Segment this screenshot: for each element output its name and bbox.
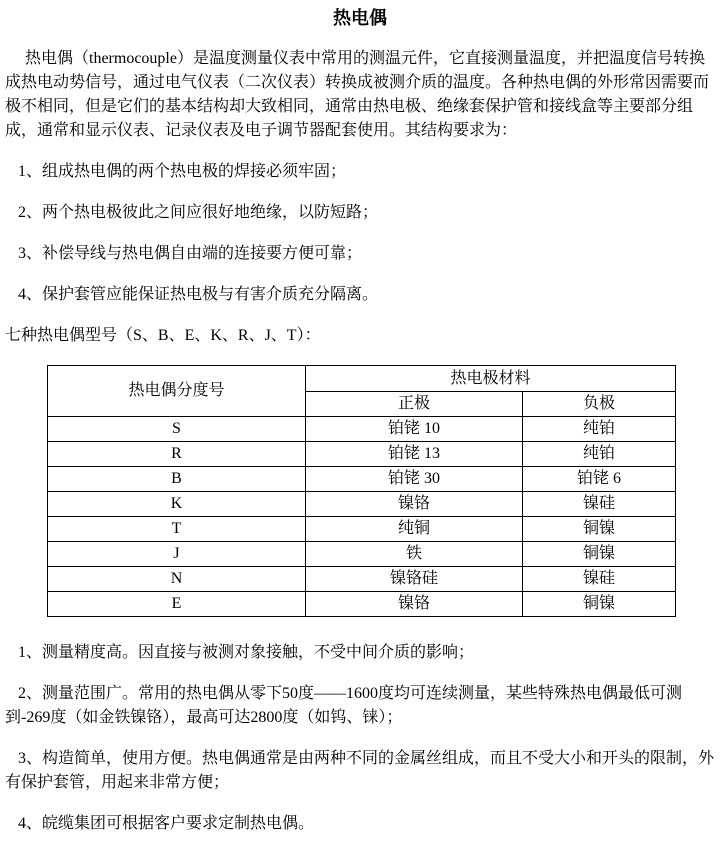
cell-positive: 纯铜 bbox=[306, 517, 523, 542]
table-row bbox=[48, 492, 676, 517]
cell-negative: 铜镍 bbox=[523, 542, 676, 567]
table-body bbox=[48, 417, 676, 617]
cell-positive: 铁 bbox=[306, 542, 523, 567]
cell-positive: 镍铬 bbox=[306, 492, 523, 517]
feature-item: 4、皖缆集团可根据客户要求定制热电偶。 bbox=[18, 815, 315, 832]
header-cell-negative: 负极 bbox=[523, 392, 676, 417]
cell-negative: 纯铂 bbox=[523, 442, 676, 467]
requirement-item: 2、两个热电极彼此之间应很好地绝缘，以防短路； bbox=[18, 204, 379, 221]
cell-type: R bbox=[48, 442, 306, 467]
feature-item: 3、构造简单，使用方便。热电偶通常是由两种不同的金属丝组成，而且不受大小和开头的限制，外有保护套管，用起来非常方便； bbox=[5, 750, 715, 791]
cell-negative: 纯铂 bbox=[523, 417, 676, 442]
cell-negative: 铜镍 bbox=[523, 517, 676, 542]
requirements-list bbox=[5, 160, 715, 307]
cell-positive: 铂铑 30 bbox=[306, 467, 523, 492]
cell-negative: 镍硅 bbox=[523, 492, 676, 517]
cell-type: E bbox=[48, 592, 306, 617]
cell-positive: 镍铬硅 bbox=[306, 567, 523, 592]
intro-paragraph: 热电偶（thermocouple）是温度测量仪表中常用的测温元件，它直接测量温度，并把温度信号转换成热电动势信号，通过电气仪表（二次仪表）转换成被测介质的温度。各种热电偶的外形常因需要而极不相同，但是它们的基本结构却大致相同，通常由热电极、绝缘套保护管和接线盒等主要部分组成，通常和显示仪表、记录仪表及电子调节器配套使用。其结构要求为： bbox=[5, 50, 710, 139]
cell-positive: 镍铬 bbox=[306, 592, 523, 617]
table-intro-line: 七种热电偶型号（S、B、E、K、R、J、T）： bbox=[5, 327, 321, 344]
requirement-item: 4、保护套管应能保证热电极与有害介质充分隔离。 bbox=[18, 286, 379, 303]
features-list bbox=[5, 641, 715, 836]
thermocouple-table bbox=[47, 365, 676, 617]
table-row bbox=[48, 542, 676, 567]
cell-negative: 镍硅 bbox=[523, 567, 676, 592]
cell-negative: 铂铑 6 bbox=[523, 467, 676, 492]
table-row bbox=[48, 442, 676, 467]
table-header-row-1 bbox=[48, 366, 676, 392]
table-header bbox=[48, 366, 676, 417]
cell-type: B bbox=[48, 467, 306, 492]
cell-negative: 铜镍 bbox=[523, 592, 676, 617]
requirement-item: 1、组成热电偶的两个热电极的焊接必须牢固； bbox=[18, 163, 347, 180]
feature-item: 1、测量精度高。因直接与被测对象接触，不受中间介质的影响； bbox=[18, 644, 475, 661]
cell-type: J bbox=[48, 542, 306, 567]
cell-positive: 铂铑 13 bbox=[306, 442, 523, 467]
header-cell-positive: 正极 bbox=[306, 392, 523, 417]
cell-type: N bbox=[48, 567, 306, 592]
cell-type: S bbox=[48, 417, 306, 442]
table-row bbox=[48, 567, 676, 592]
table-row bbox=[48, 467, 676, 492]
feature-item: 2、测量范围广。常用的热电偶从零下50度——1600度均可连续测量，某些特殊热电偶最低可测到-269度（如金铁镍铬），最高可达2800度（如钨、铼）； bbox=[5, 685, 683, 726]
cell-type: K bbox=[48, 492, 306, 517]
requirement-item: 3、补偿导线与热电偶自由端的连接要方便可靠； bbox=[18, 245, 363, 262]
table-row bbox=[48, 417, 676, 442]
header-cell-type: 热电偶分度号 bbox=[48, 366, 306, 417]
header-cell-material-group: 热电极材料 bbox=[306, 366, 676, 392]
cell-type: T bbox=[48, 517, 306, 542]
table-row bbox=[48, 517, 676, 542]
page-title: 热电偶 bbox=[333, 8, 387, 28]
table-row bbox=[48, 592, 676, 617]
cell-positive: 铂铑 10 bbox=[306, 417, 523, 442]
